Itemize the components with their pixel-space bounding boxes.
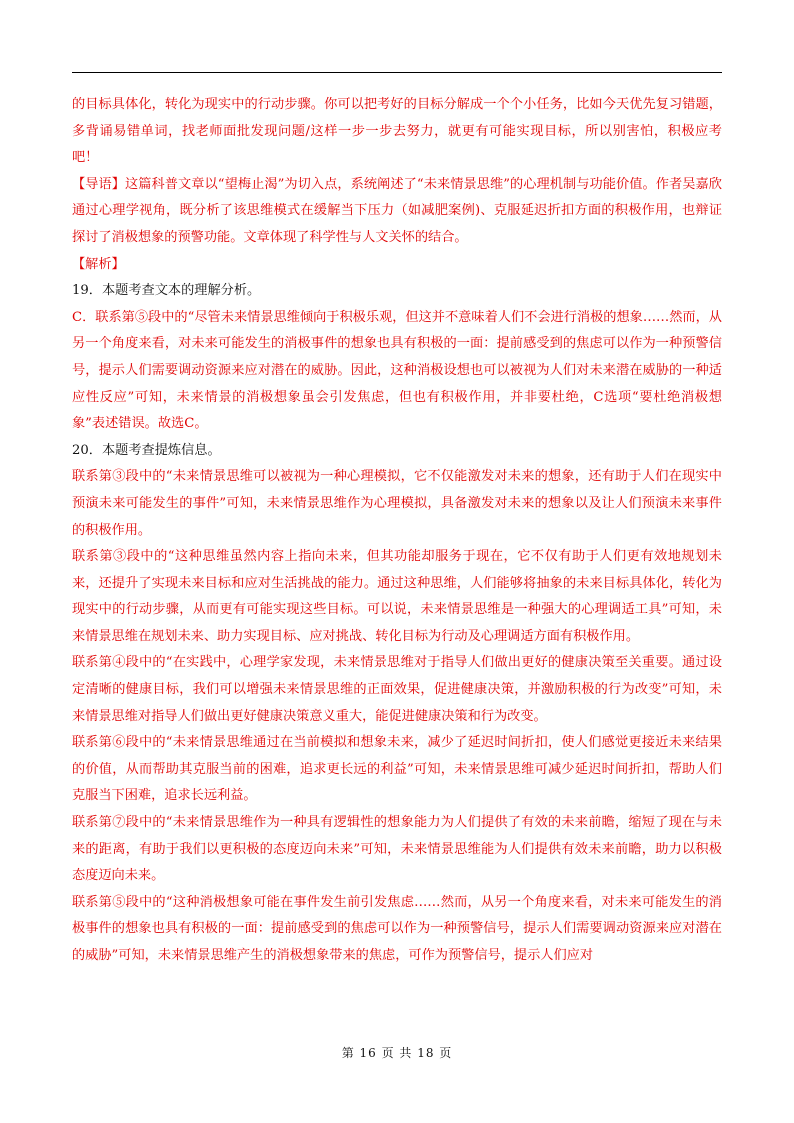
question-20-point-5: 联系第⑦段中的“未来情景思维作为一种具有逻辑性的想象能力为人们提供了有效的未来前瞻，缩短了现在与未来的距离，有助于我们以更积极的态度迈向未来”可知，未来情景思维能为人们提供有效未来前瞻，助力以积极态度迈向未来。 [72,815,722,884]
question-20-point-1: 联系第③段中的“未来情景思维可以被视为一种心理模拟，它不仅能激发对未来的想象，还有助于人们在现实中预演未来可能发生的事件”可知，未来情景思维作为心理模拟，具备激发对未来的想象以及让人们预演未来事件的积极作用。 [72,469,722,538]
header-rule [72,72,722,73]
question-19-analysis: C．联系第⑤段中的“尽管未来情景思维倾向于积极乐观，但这并不意味着人们不会进行消极的想象……然而，从另一个角度来看，对未来可能发生的消极事件的想象也具有积极的一面：提前感受到的焦虑可以作为一种预警信号，提示人们需要调动资源来应对潜在的威胁。因此，这种消极设想也可以被视为人们对未来潜在威胁的一种适应性反应”可知，未来情景的消极想象虽会引发焦虑，但也有积极作用，并非要杜绝，C选项“要杜绝消极想象”表述错误。故选C。 [72,309,722,432]
question-20-point-4: 联系第⑥段中的“未来情景思维通过在当前模拟和想象未来，减少了延迟时间折扣，使人们感觉更接近未来结果的价值，从而帮助其克服当前的困难，追求更长远的利益”可知，未来情景思维可减少延迟时间折扣，帮助人们克服当下困难，追求长远利益。 [72,735,722,804]
intro-paragraph: 【导语】这篇科普文章以“望梅止渴”为切入点，系统阐述了“未来情景思维”的心理机制与功能价值。作者吴嘉欣通过心理学视角，既分析了该思维模式在缓解当下压力（如减肥案例)、克服延迟折扣方面的积极作用，也辩证探讨了消极想象的预警功能。文章体现了科学性与人文关怀的结合。 [72,176,722,245]
question-20-point-2: 联系第③段中的“这种思维虽然内容上指向未来，但其功能却服务于现在，它不仅有助于人们更有效地规划未来，还提升了实现未来目标和应对生活挑战的能力。通过这种思维，人们能够将抽象的未来目标具体化，转化为现实中的行动步骤，从而更有可能实现这些目标。可以说，未来情景思维是一种强大的心理调适工具”可知，未来情景思维在规划未来、助力实现目标、应对挑战、转化目标为行动及心理调适方面有积极作用。 [72,549,722,644]
question-19-heading: 19．本题考查文本的理解分析。 [72,283,261,299]
analysis-heading: 【解析】 [72,256,125,272]
question-20-point-6: 联系第⑤段中的“这种消极想象可能在事件发生前引发焦虑……然而，从另一个角度来看，对未来可能发生的消极事件的想象也具有积极的一面：提前感受到的焦虑可以作为一种预警信号，提示人们需要调动资源来应对潜在的威胁”可知，未来情景思维产生的消极想象带来的焦虑，可作为预警信号，提示人们应对 [72,894,722,963]
document-body [72,92,722,970]
question-20-point-3: 联系第④段中的“在实践中，心理学家发现，未来情景思维对于指导人们做出更好的健康决策至关重要。通过设定清晰的健康目标，我们可以增强未来情景思维的正面效果，促进健康决策，并激励积极的行为改变”可知，未来情景思维对指导人们做出更好健康决策意义重大，能促进健康决策和行为改变。 [72,655,722,724]
page-number-footer: 第 16 页 共 18 页 [341,1046,453,1060]
answer-paragraph-continued: 的目标具体化，转化为现实中的行动步骤。你可以把考好的目标分解成一个个小任务，比如今天优先复习错题，多背诵易错单词，找老师面批发现问题/这样一步一步去努力，就更有可能实现目标，所以别害怕，积极应考吧！ [72,97,722,166]
question-20-heading: 20．本题考查提炼信息。 [72,442,221,458]
